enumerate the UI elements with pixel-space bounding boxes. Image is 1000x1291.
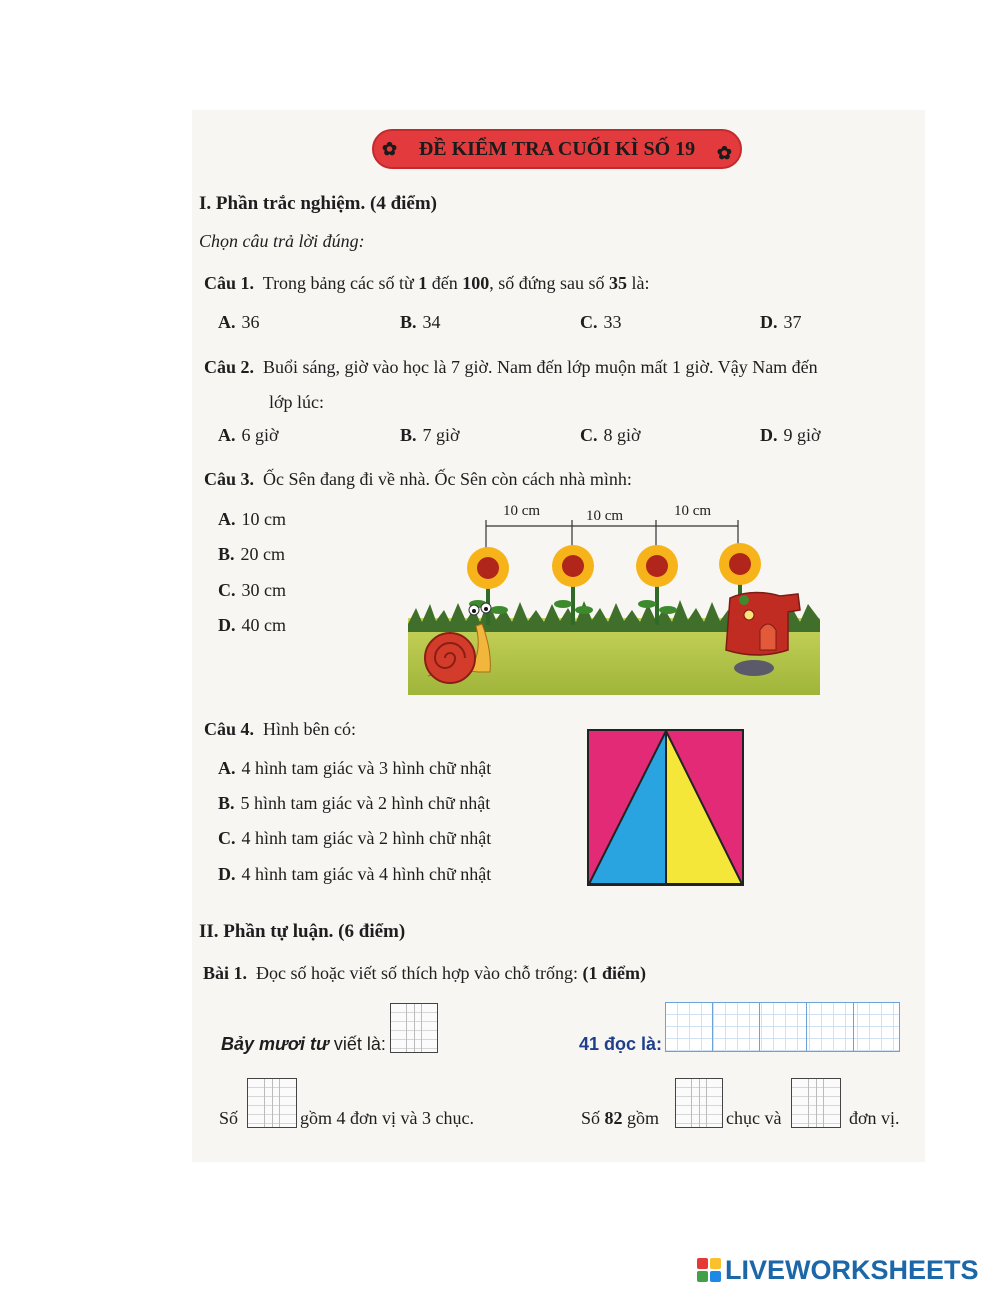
q4-option-a[interactable] bbox=[218, 758, 491, 779]
number-words: Bảy mươi tư bbox=[221, 1034, 329, 1054]
question-3 bbox=[204, 469, 632, 490]
prompt-text: gồm bbox=[622, 1108, 660, 1128]
q2-option-a[interactable] bbox=[218, 425, 279, 446]
question-2-text: Buổi sáng, giờ vào học là 7 giờ. Nam đến lớp muộn mất 1 giờ. Vậy Nam đến bbox=[263, 357, 818, 377]
option-text: 30 cm bbox=[241, 580, 286, 600]
option-letter: C. bbox=[580, 425, 598, 445]
option-text: 9 giờ bbox=[783, 425, 821, 445]
option-text: 40 cm bbox=[241, 615, 286, 635]
question-1-text: là: bbox=[627, 273, 650, 293]
part2-heading: II. Phần tự luận. (6 điểm) bbox=[199, 921, 406, 942]
option-text: 4 hình tam giác và 4 hình chữ nhật bbox=[241, 864, 492, 884]
answer-box-units[interactable] bbox=[791, 1078, 841, 1128]
flower-icon: ✿ bbox=[716, 143, 732, 163]
option-text: 5 hình tam giác và 2 hình chữ nhật bbox=[240, 793, 491, 813]
option-letter: A. bbox=[218, 425, 236, 445]
prompt-text: đọc là: bbox=[599, 1034, 663, 1054]
q3-option-c[interactable] bbox=[218, 580, 286, 601]
liveworksheets-logo[interactable] bbox=[697, 1253, 979, 1287]
number-value: 82 bbox=[604, 1108, 623, 1128]
option-text: 8 giờ bbox=[603, 425, 641, 445]
exercise-1-label: Bài 1. bbox=[203, 963, 248, 983]
sunflower bbox=[552, 545, 594, 625]
option-letter: D. bbox=[218, 615, 236, 635]
exam-title: ĐỀ KIỂM TRA CUỐI KÌ SỐ 19 bbox=[418, 138, 696, 160]
option-letter: A. bbox=[218, 509, 236, 529]
option-letter: D. bbox=[760, 425, 778, 445]
prompt-text: Số bbox=[581, 1108, 605, 1128]
part1-instruction: Chọn câu trả lời đúng: bbox=[199, 231, 365, 251]
triangle-figure bbox=[587, 729, 744, 886]
option-text: 33 bbox=[603, 312, 622, 332]
option-text: 6 giờ bbox=[241, 425, 279, 445]
option-text: 37 bbox=[783, 312, 802, 332]
question-1-text: đến bbox=[427, 273, 463, 293]
units-tens-text: gồm 4 đơn vị và 3 chục. bbox=[300, 1108, 474, 1128]
answer-box-tens[interactable] bbox=[675, 1078, 723, 1128]
option-letter: A. bbox=[218, 312, 236, 332]
number-82-prompt bbox=[581, 1108, 659, 1129]
option-letter: D. bbox=[218, 864, 236, 884]
option-text: 4 hình tam giác và 3 hình chữ nhật bbox=[241, 758, 492, 778]
q4-option-b[interactable] bbox=[218, 793, 490, 814]
question-2-line2: lớp lúc: bbox=[269, 392, 325, 412]
tens-label: chục và bbox=[726, 1108, 782, 1128]
answer-box-write-74[interactable] bbox=[390, 1003, 438, 1053]
option-text: 10 cm bbox=[241, 509, 286, 529]
option-text: 36 bbox=[241, 312, 260, 332]
option-text: 4 hình tam giác và 2 hình chữ nhật bbox=[241, 828, 492, 848]
question-1 bbox=[204, 273, 650, 294]
exercise-1 bbox=[203, 963, 646, 984]
distance-label: 10 cm bbox=[503, 503, 541, 519]
flower-icon: ✿ bbox=[382, 139, 398, 159]
option-letter: B. bbox=[400, 425, 417, 445]
answer-grid-read-41[interactable] bbox=[665, 1002, 900, 1052]
prompt-text: viết là: bbox=[328, 1034, 386, 1054]
snail-garden-illustration bbox=[408, 500, 820, 695]
brand-name: LIVEWORKSHEETS bbox=[725, 1254, 979, 1285]
distance-label: 10 cm bbox=[674, 503, 712, 519]
liveworksheets-icon bbox=[697, 1258, 721, 1282]
option-letter: C. bbox=[580, 312, 598, 332]
question-1-text: Trong bảng các số từ bbox=[262, 273, 419, 293]
q3-option-d[interactable] bbox=[218, 615, 286, 636]
q1-option-b[interactable] bbox=[400, 312, 441, 333]
question-4 bbox=[204, 719, 356, 740]
option-text: 7 giờ bbox=[422, 425, 460, 445]
question-1-label: Câu 1. bbox=[204, 273, 255, 293]
q4-option-c[interactable] bbox=[218, 828, 491, 849]
q2-option-d[interactable] bbox=[760, 425, 821, 446]
question-2-label: Câu 2. bbox=[204, 357, 255, 377]
option-text: 34 bbox=[422, 312, 441, 332]
write-number-prompt bbox=[221, 1034, 386, 1055]
q1-option-c[interactable] bbox=[580, 312, 622, 333]
option-letter: C. bbox=[218, 828, 236, 848]
q2-option-b[interactable] bbox=[400, 425, 460, 446]
q3-option-a[interactable] bbox=[218, 509, 286, 530]
q1-option-d[interactable] bbox=[760, 312, 802, 333]
question-4-text: Hình bên có: bbox=[263, 719, 356, 739]
question-4-label: Câu 4. bbox=[204, 719, 255, 739]
question-1-num: 1 bbox=[418, 273, 428, 293]
q2-option-c[interactable] bbox=[580, 425, 641, 446]
option-letter: B. bbox=[218, 544, 235, 564]
q1-option-a[interactable] bbox=[218, 312, 260, 333]
read-number-prompt bbox=[579, 1034, 662, 1055]
exercise-1-text: Đọc số hoặc viết số thích hợp vào chỗ trống: bbox=[256, 963, 583, 983]
option-text: 20 cm bbox=[240, 544, 286, 564]
question-1-text: , số đứng sau số bbox=[489, 273, 610, 293]
part1-heading: I. Phần trắc nghiệm. (4 điểm) bbox=[199, 193, 438, 214]
question-3-text: Ốc Sên đang đi về nhà. Ốc Sên còn cách nhà mình: bbox=[263, 469, 632, 489]
q4-option-d[interactable] bbox=[218, 864, 491, 885]
question-1-num: 35 bbox=[609, 273, 628, 293]
q3-option-b[interactable] bbox=[218, 544, 285, 565]
exam-title-banner bbox=[372, 129, 742, 169]
question-2 bbox=[204, 357, 818, 378]
option-letter: A. bbox=[218, 758, 236, 778]
answer-box-number[interactable] bbox=[247, 1078, 297, 1128]
option-letter: B. bbox=[218, 793, 235, 813]
number-value: 41 bbox=[579, 1034, 600, 1054]
option-letter: C. bbox=[218, 580, 236, 600]
distance-label: 10 cm bbox=[586, 508, 624, 524]
option-letter: D. bbox=[760, 312, 778, 332]
question-3-label: Câu 3. bbox=[204, 469, 255, 489]
option-letter: B. bbox=[400, 312, 417, 332]
sunflower bbox=[636, 545, 678, 625]
question-1-num: 100 bbox=[462, 273, 490, 293]
exercise-1-points: (1 điểm) bbox=[582, 963, 646, 983]
so-label: Số bbox=[219, 1108, 239, 1128]
units-label: đơn vị. bbox=[849, 1108, 900, 1128]
